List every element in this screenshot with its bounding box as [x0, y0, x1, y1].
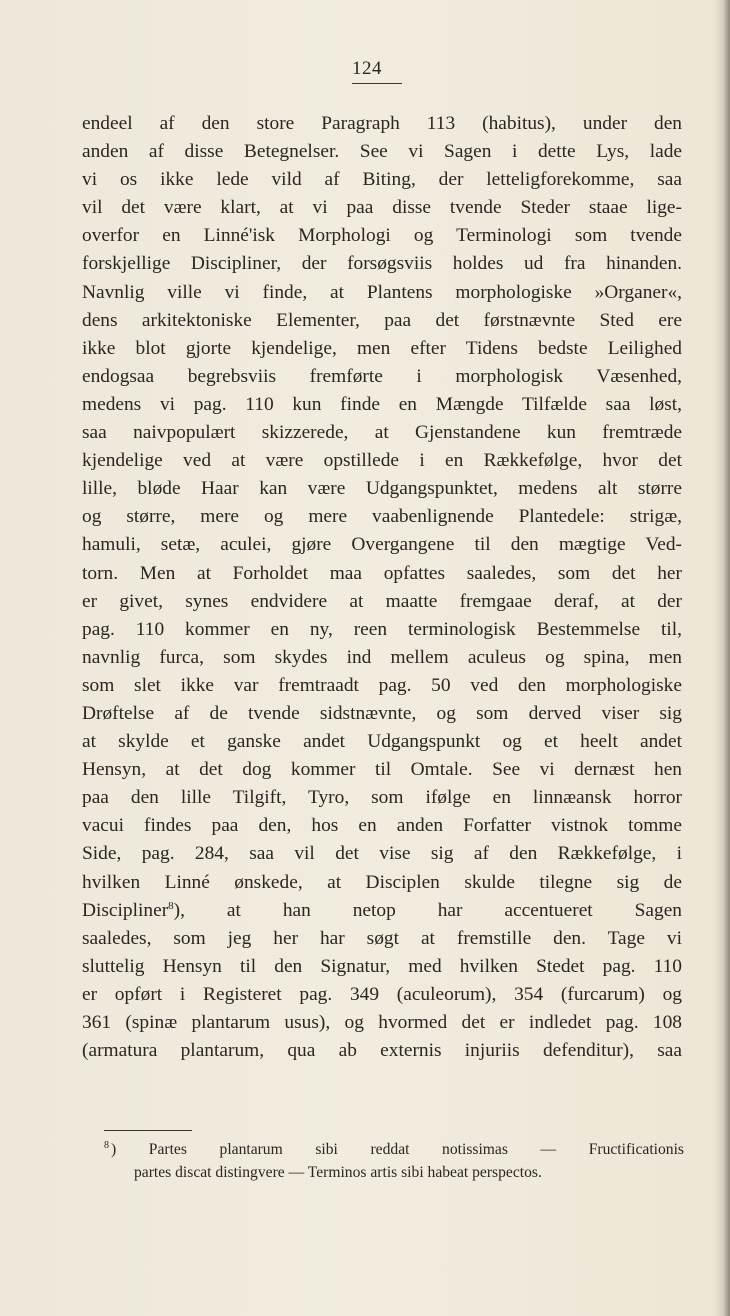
text-line: lille, bløde Haar kan være Udgangspunktet, medens alt større	[82, 478, 682, 500]
footnote-mark: 8	[104, 1140, 109, 1151]
text-line: endeel af den store Paragraph 113 (habitus), under den	[82, 113, 682, 134]
text-line: 361 (spinæ plantarum usus), og hvormed det er indledet pag. 108	[82, 1012, 682, 1033]
text-line: Drøftelse af de tvende sidstnævnte, og som derved viser sig	[82, 702, 682, 724]
text-line: endogsaa begrebsviis fremførte i morphologisk Væsenhed,	[82, 365, 682, 387]
footnote-line	[104, 1138, 684, 1161]
text-line: overfor en Linné'isk Morphologi og Terminologi som tvende	[82, 225, 682, 247]
text-line: vacui findes paa den, hos en anden Forfatter vistnok tomme	[82, 815, 682, 837]
text-line: Hensyn, at det dog kommer til Omtale. See vi dernæst hen	[82, 759, 682, 781]
text-line: Side, pag. 284, saa vil det vise sig af den Rækkefølge, i	[82, 843, 682, 865]
text-line: som slet ikke var fremtraadt pag. 50 ved den morphologiske	[82, 674, 682, 696]
text-line: er opført i Registeret pag. 349 (aculeorum), 354 (furcarum) og	[82, 983, 682, 1005]
footnote-divider	[104, 1130, 192, 1131]
text-line: vil det være klart, at vi paa disse tvende Steder staae lige-	[82, 197, 682, 219]
text-line: kjendelige ved at være opstillede i en Rækkefølge, hvor det	[82, 450, 682, 472]
footnote-line: partes discat distingvere — Terminos artis sibi habeat perspectos.	[134, 1164, 542, 1181]
text-line-with-footnote-ref	[82, 897, 682, 925]
text-line: medens vi pag. 110 kun finde en Mængde Tilfælde saa løst,	[82, 393, 682, 415]
page-number: 124	[352, 58, 402, 84]
text-line: saaledes, som jeg her har søgt at fremstille den. Tage vi	[82, 927, 682, 949]
text-line: vi os ikke lede vild af Biting, der letteligforekomme, saa	[82, 169, 682, 191]
text-line: hamuli, setæ, aculei, gjøre Overgangene til den mægtige Ved-	[82, 534, 682, 556]
text-line: Navnlig ville vi finde, at Plantens morphologiske »Organer«,	[82, 281, 682, 303]
text-line: og større, mere og mere vaabenlignende Plantedele: strigæ,	[82, 506, 682, 528]
text-line: at skylde et ganske andet Udgangspunkt og et heelt andet	[82, 731, 682, 753]
footnote-text: ) Partes plantarum sibi reddat notissimas — Fructificationis	[111, 1141, 684, 1158]
footnote	[104, 1138, 684, 1184]
text-line: torn. Men at Forholdet maa opfattes saaledes, som det her	[82, 562, 682, 584]
text-line: (armatura plantarum, qua ab externis injuriis defenditur), saa	[82, 1040, 682, 1062]
text-fragment: Discipliner	[82, 899, 169, 921]
text-line: sluttelig Hensyn til den Signatur, med hvilken Stedet pag. 110	[82, 955, 682, 977]
page-edge-shadow	[714, 0, 730, 1316]
text-line: dens arkitektoniske Elementer, paa det førstnævnte Sted ere	[82, 309, 682, 331]
text-fragment: ), at han netop har accentueret Sagen	[173, 899, 682, 921]
footnote-reference[interactable]: 8	[168, 899, 174, 912]
text-line: navnlig furca, som skydes ind mellem aculeus og spina, men	[82, 646, 682, 668]
text-line: hvilken Linné ønskede, at Disciplen skulde tilegne sig de	[82, 871, 682, 893]
text-line: ikke blot gjorte kjendelige, men efter Tidens bedste Leilighed	[82, 337, 682, 359]
text-line: saa naivpopulært skizzerede, at Gjenstandene kun fremtræde	[82, 422, 682, 444]
body-text	[82, 110, 682, 1065]
text-line: pag. 110 kommer en ny, reen terminologisk Bestemmelse til,	[82, 618, 682, 640]
text-line: forskjellige Discipliner, der forsøgsviis holdes ud fra hinanden.	[82, 253, 682, 275]
text-line: anden af disse Betegnelser. See vi Sagen i dette Lys, lade	[82, 141, 682, 163]
text-line: paa den lille Tilgift, Tyro, som ifølge en linnæansk horror	[82, 787, 682, 809]
text-line: er givet, synes endvidere at maatte fremgaae deraf, at der	[82, 590, 682, 612]
